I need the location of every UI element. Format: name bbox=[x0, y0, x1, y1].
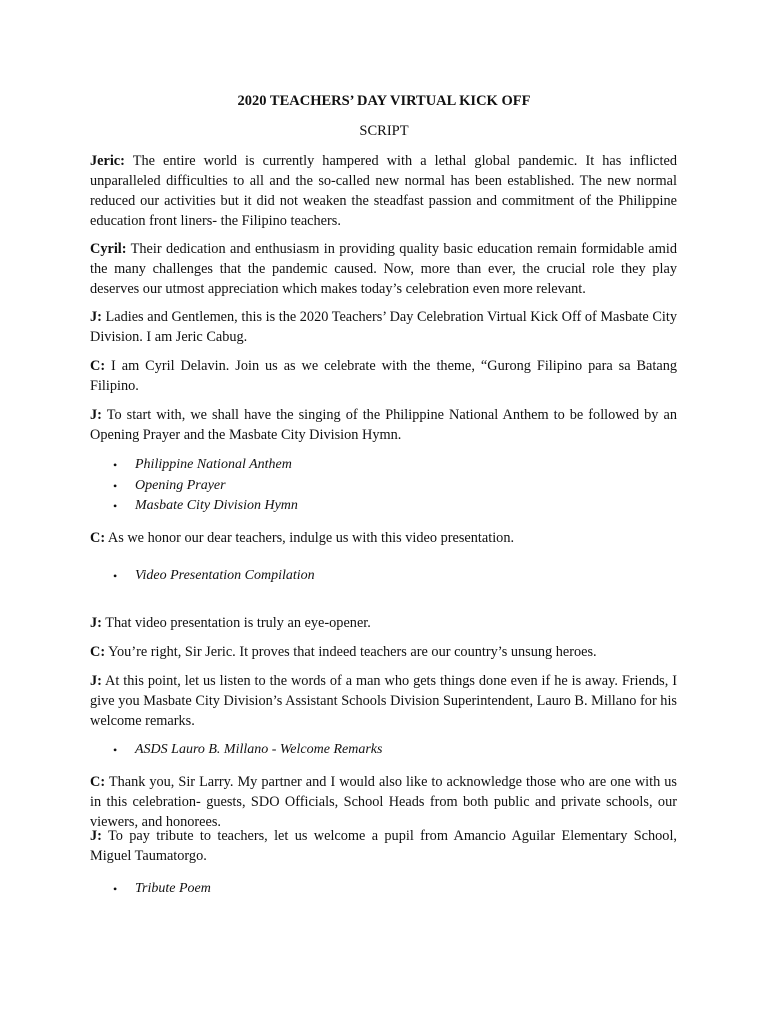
speaker-label: J: bbox=[90, 407, 102, 423]
paragraph-text: The entire world is currently hampered with a lethal global pandemic. It has inflicted unparalleled difficulties to all and the so-called new normal has been established. The new normal reduced our activities but it did not weaken the steadfast passion and commitment of the Philippine education front liners- the Filipino teachers. bbox=[90, 153, 677, 229]
script-paragraph bbox=[90, 405, 677, 445]
document-title: 2020 TEACHERS’ DAY VIRTUAL KICK OFF bbox=[237, 93, 531, 109]
list-item: • ASDS Lauro B. Millano - Welcome Remarks bbox=[113, 740, 382, 761]
script-paragraph bbox=[90, 642, 677, 662]
script-paragraph bbox=[90, 356, 677, 396]
speaker-label: C: bbox=[90, 644, 106, 660]
script-paragraph bbox=[90, 826, 677, 866]
paragraph-text: That video presentation is truly an eye-opener. bbox=[101, 615, 371, 631]
bullet-icon: • bbox=[113, 458, 118, 472]
bullet-icon: • bbox=[113, 569, 118, 583]
program-list bbox=[113, 455, 298, 517]
speaker-label: C: bbox=[90, 358, 106, 374]
paragraph-text: I am Cyril Delavin. Join us as we celebrate with the theme, “Gurong Filipino para sa Batang Filipino. bbox=[90, 358, 677, 394]
program-list bbox=[113, 566, 315, 587]
speaker-label: Jeric: bbox=[90, 153, 125, 169]
speaker-label: J: bbox=[90, 828, 102, 844]
paragraph-text: To start with, we shall have the singing of the Philippine National Anthem to be followed by an Opening Prayer and the Masbate City Division Hymn. bbox=[90, 407, 677, 443]
script-paragraph bbox=[90, 528, 677, 548]
list-item: • Tribute Poem bbox=[113, 879, 211, 900]
program-list bbox=[113, 879, 211, 900]
paragraph-text: Ladies and Gentlemen, this is the 2020 Teachers’ Day Celebration Virtual Kick Off of Masbate City Division. I am Jeric Cabug. bbox=[90, 309, 677, 345]
paragraph-text: At this point, let us listen to the words of a man who gets things done even if he is away. Friends, I give you Masbate City Division’s Assistant Schools Division Superintendent, Lauro B. Millano for his welcome remarks. bbox=[90, 673, 677, 729]
document-subtitle: SCRIPT bbox=[359, 123, 409, 139]
program-list bbox=[113, 740, 382, 761]
script-paragraph bbox=[90, 772, 677, 832]
speaker-label: Cyril: bbox=[90, 241, 127, 257]
script-paragraph bbox=[90, 151, 677, 231]
list-item: • Philippine National Anthem bbox=[113, 455, 298, 476]
paragraph-text: As we honor our dear teachers, indulge us with this video presentation. bbox=[105, 530, 515, 546]
list-item: • Masbate City Division Hymn bbox=[113, 496, 298, 517]
bullet-icon: • bbox=[113, 499, 118, 513]
paragraph-text: Their dedication and enthusiasm in providing quality basic education remain formidable amid the many challenges that the pandemic caused. Now, more than ever, the crucial role they play deserves our utmost appreciation which makes today’s celebration even more relevant. bbox=[90, 241, 677, 297]
paragraph-text: You’re right, Sir Jeric. It proves that indeed teachers are our country’s unsung heroes. bbox=[105, 644, 597, 660]
script-paragraph bbox=[90, 239, 677, 299]
bullet-icon: • bbox=[113, 882, 118, 896]
bullet-icon: • bbox=[113, 743, 118, 757]
speaker-label: C: bbox=[90, 774, 106, 790]
script-paragraph bbox=[90, 307, 677, 347]
speaker-label: J: bbox=[90, 673, 102, 689]
list-item: • Video Presentation Compilation bbox=[113, 566, 315, 587]
paragraph-text: To pay tribute to teachers, let us welcome a pupil from Amancio Aguilar Elementary School, Miguel Taumatorgo. bbox=[90, 828, 677, 864]
paragraph-text: Thank you, Sir Larry. My partner and I would also like to acknowledge those who are one with us in this celebration- guests, SDO Officials, School Heads from both public and private schools, our viewers, and honorees. bbox=[90, 774, 677, 830]
script-paragraph bbox=[90, 613, 677, 633]
list-item: • Opening Prayer bbox=[113, 476, 298, 497]
script-paragraph bbox=[90, 671, 677, 731]
bullet-icon: • bbox=[113, 478, 118, 493]
speaker-label: J: bbox=[90, 615, 102, 631]
speaker-label: J: bbox=[90, 309, 102, 325]
speaker-label: C: bbox=[90, 530, 106, 546]
